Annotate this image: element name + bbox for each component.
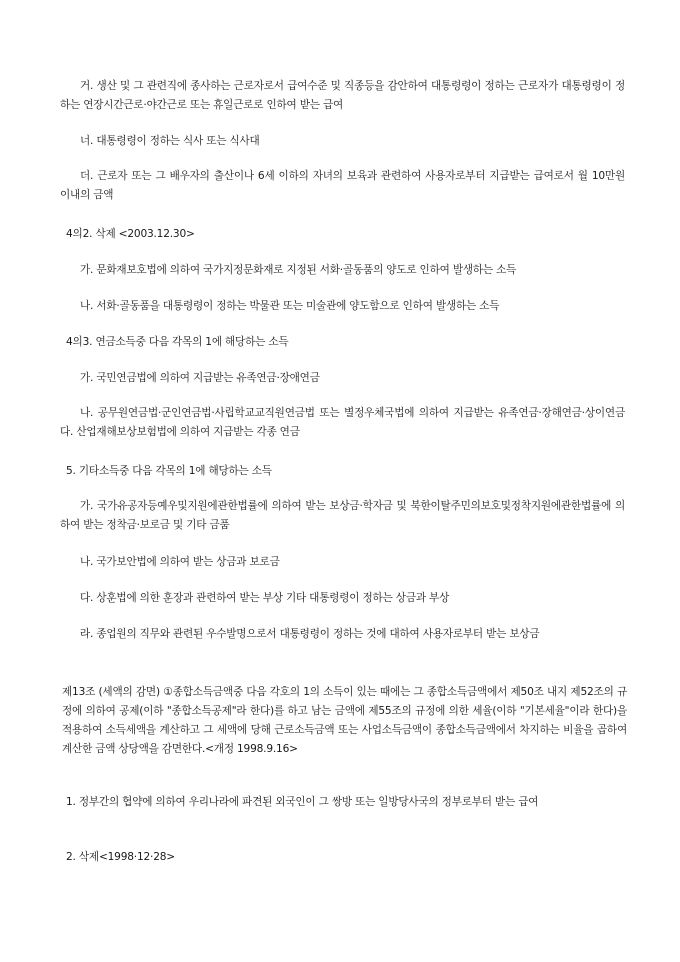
paragraph-item-4-3: 4의3. 연금소득중 다음 각목의 1에 해당하는 소득 <box>66 336 289 348</box>
paragraph-5-da: 다. 상훈법에 의한 훈장과 관련하여 받는 부상 기타 대통령령이 정하는 상금과 부상 <box>80 592 450 604</box>
paragraph-4-2-ga: 가. 문화재보호법에 의하여 국가지정문화재로 지정된 서화·골동품의 양도로 인하여 발생하는 소득 <box>80 264 517 276</box>
paragraph-5-ra: 라. 종업원의 직무와 관련된 우수발명으로서 대통령령이 정하는 것에 대하여 사용자로부터 받는 보상금 <box>80 628 540 640</box>
paragraph-geo: 거. 생산 및 그 관련직에 종사하는 근로자로서 급여수준 및 직종등을 감안하여 대통령령이 정하는 근로자가 대통령령이 정하는 연장시간근로·야간근로 또는 휴일근로로 인하여 받는 급여 <box>60 80 625 111</box>
paragraph-item-4-2: 4의2. 삭제 <2003.12.30> <box>66 228 195 240</box>
paragraph-5-ga: 가. 국가유공자등예우및지원에관한법률에 의하여 받는 보상금·학자금 및 북한이탈주민의보호및정착지원에관한법률에 의하여 받는 정착금·보로금 및 기타 금품 <box>60 500 625 531</box>
article-13-heading-paragraph: 제13조 (세액의 감면) ①종합소득금액중 다음 각호의 1의 소득이 있는 때에는 그 종합소득금액에서 제50조 내지 제52조의 규정에 의하여 공제(이하 "종합소득공제"라 한다)를 하고 남는 금액에 제55조의 규정에 의한 세율(이하 "기본세율"이라 한다)을 적용하여 소득세액을 계산하고 그 세액에 당해 근로소득금액 또는 사업소득금액이 종합소득금액에서 차지하는 비율을 곱하여 계산한 금액 상당액을 감면한다.<개정 1998.9.16> <box>62 686 627 755</box>
paragraph-13-item-1: 1. 정부간의 협약에 의하여 우리나라에 파견된 외국인이 그 쌍방 또는 일방당사국의 정부로부터 받는 급여 <box>66 796 539 808</box>
paragraph-5-na: 나. 국가보안법에 의하여 받는 상금과 보로금 <box>80 556 280 568</box>
paragraph-13-item-2: 2. 삭제<1998·12·28> <box>66 851 175 863</box>
paragraph-item-5: 5. 기타소득중 다음 각목의 1에 해당하는 소득 <box>66 465 272 477</box>
paragraph-4-3-ga: 가. 국민연금법에 의하여 지급받는 유족연금·장애연금 <box>80 372 320 384</box>
paragraph-4-3-na: 나. 공무원연금법·군인연금법·사립학교교직원연금법 또는 별정우체국법에 의하여 지급받는 유족연금·장해연금·상이연금 다. 산업재해보상보험법에 의하여 지급받는 각종 연금 <box>60 407 625 438</box>
paragraph-4-2-na: 나. 서화·골동품을 대통령령이 정하는 박물관 또는 미술관에 양도함으로 인하여 발생하는 소득 <box>80 300 500 312</box>
paragraph-deo: 더. 근로자 또는 그 배우자의 출산이나 6세 이하의 자녀의 보육과 관련하여 사용자로부터 지급받는 급여로서 월 10만원 이내의 금액 <box>60 170 625 201</box>
paragraph-neo: 너. 대통령령이 정하는 식사 또는 식사대 <box>80 135 260 147</box>
